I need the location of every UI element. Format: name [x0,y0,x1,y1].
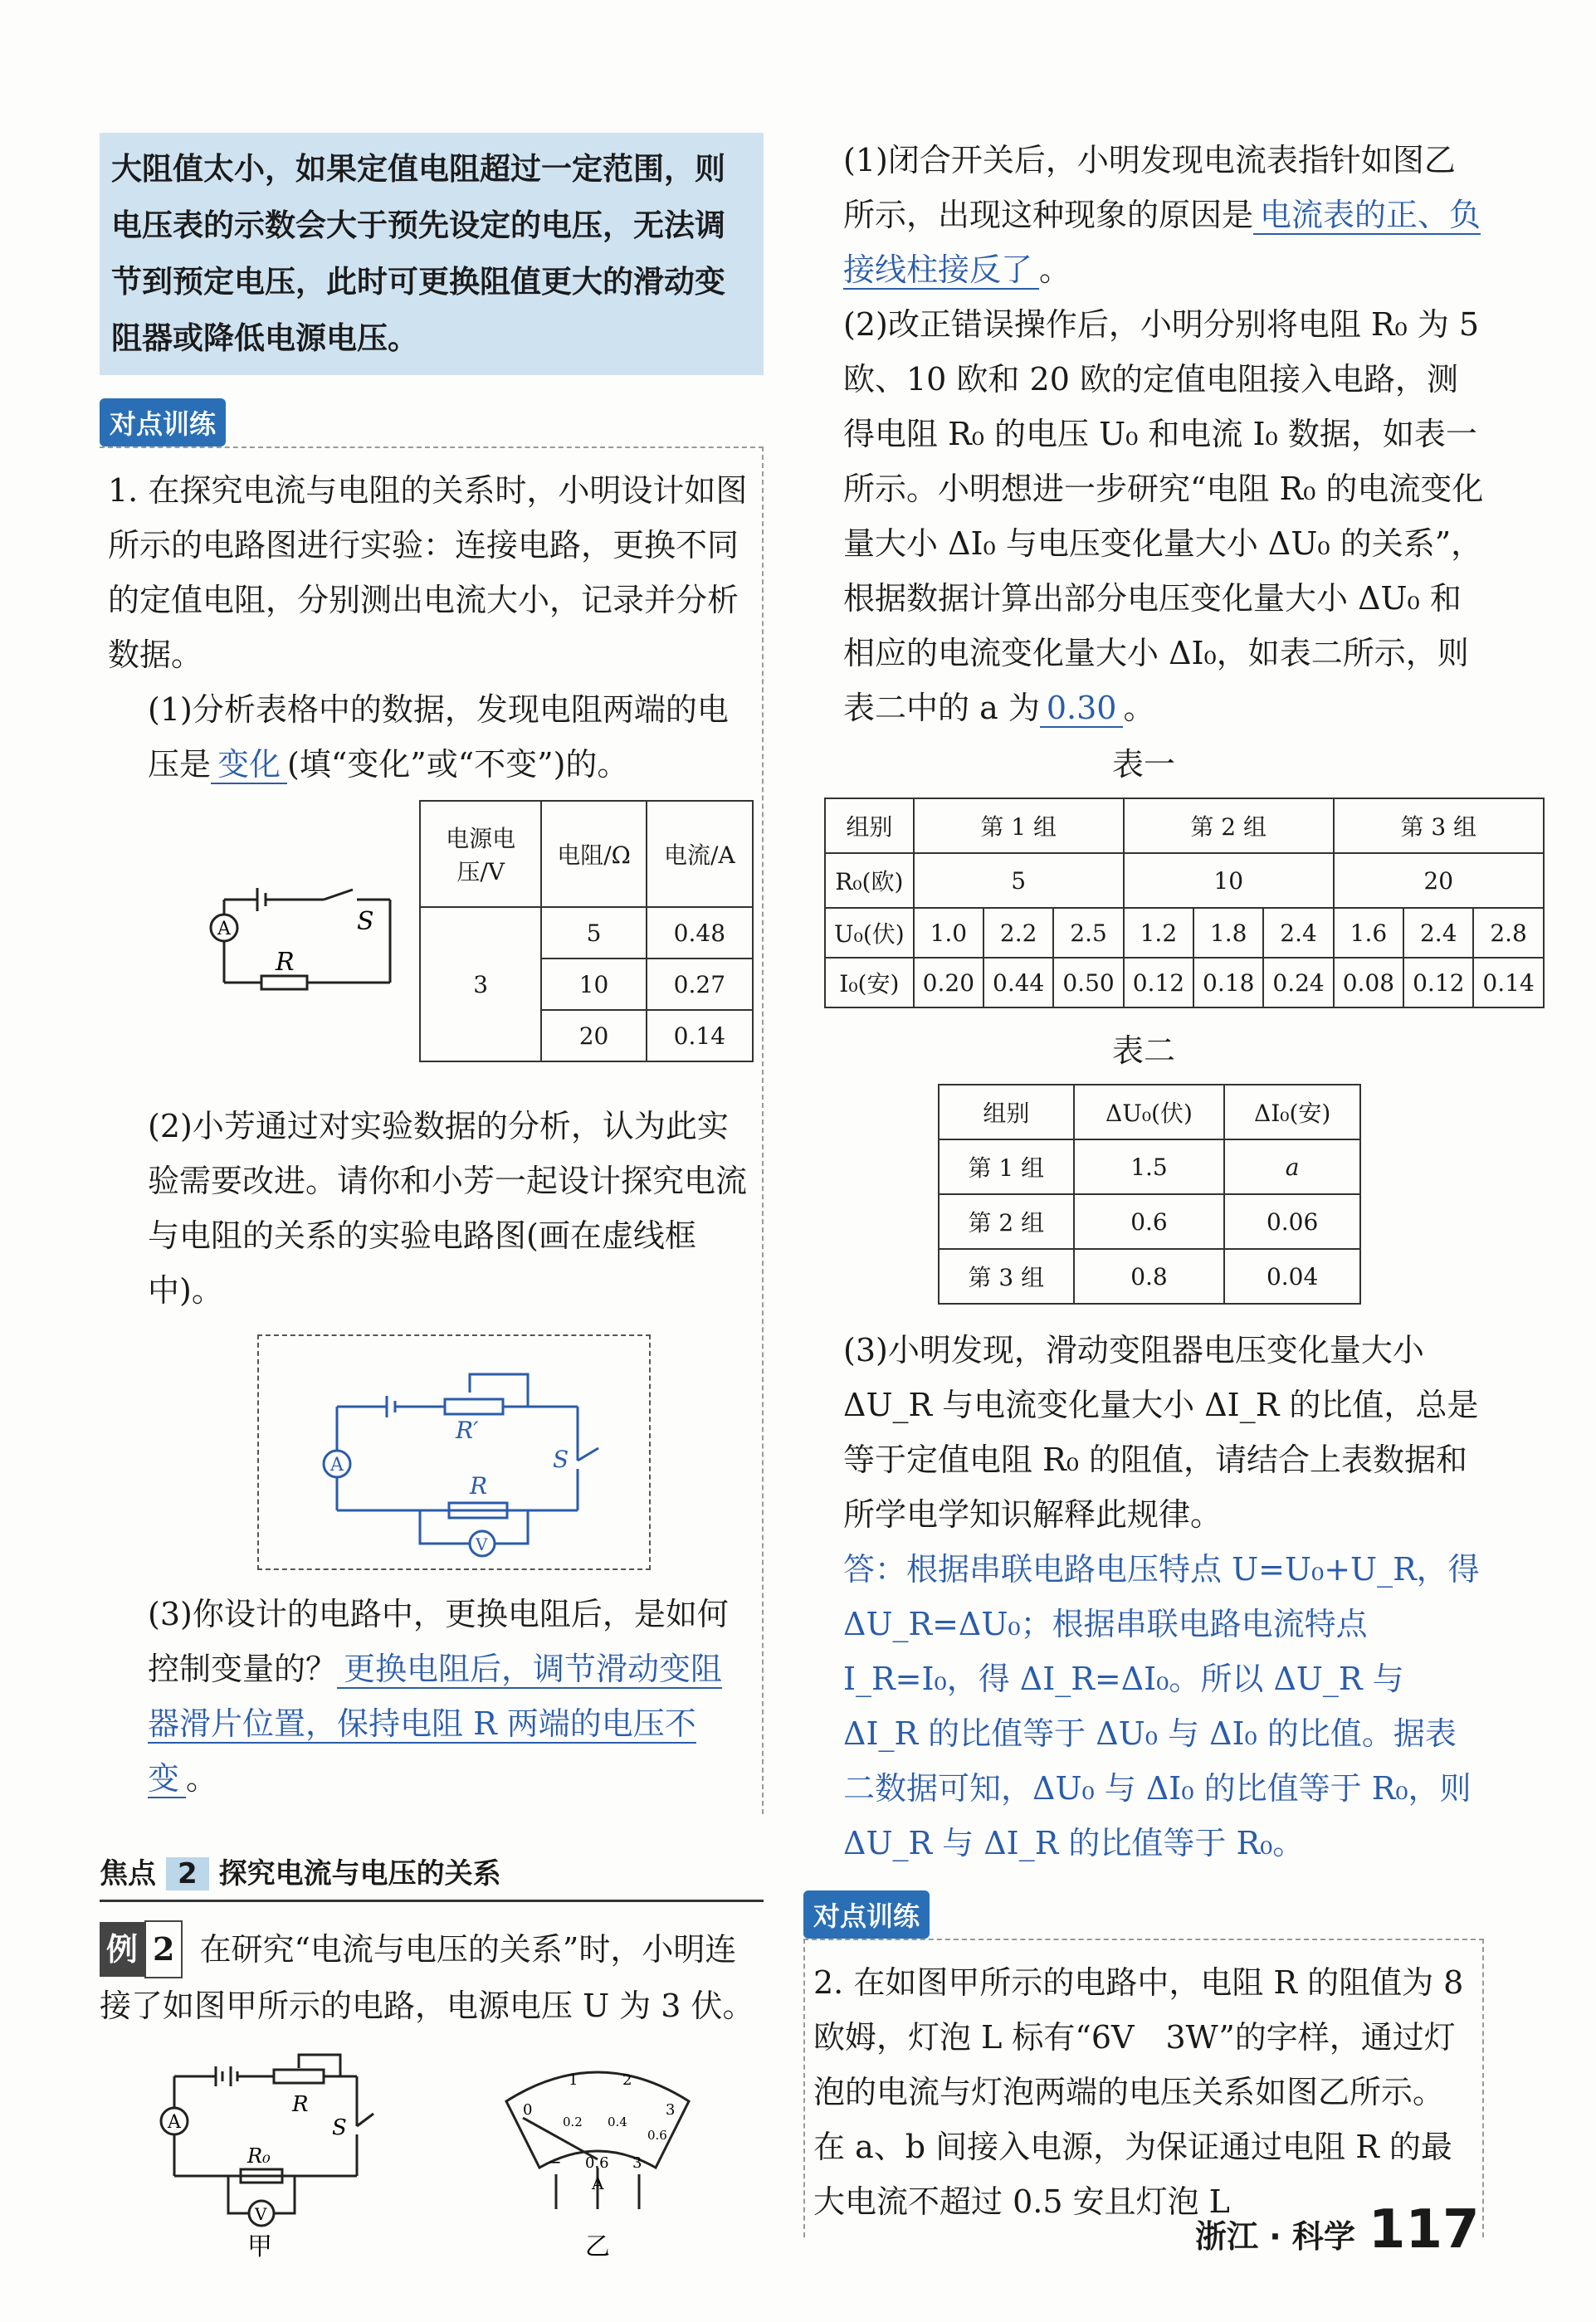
practice2-box [803,1939,1484,2237]
ex2-part2 [803,297,1484,735]
practice2-badge: 对点训练 [803,1890,930,1939]
t2-cell: 0.6 [1074,1194,1225,1249]
t2-cell: ΔI₀(安) [1224,1085,1360,1139]
q1-designed-circuit [271,1344,636,1560]
t1-cell: 2.8 [1473,908,1543,958]
example-number: 2 [144,1920,183,1978]
jia-voltmeter-label: V [255,2204,267,2224]
practice-box [100,446,764,1814]
table2 [938,1084,1361,1305]
ex2-part1-answer: 电流表的正、负接线柱接反了 [843,197,1481,288]
figure-yi-ammeter [490,2043,705,2259]
t1-cell: I₀(安) [825,958,914,1007]
t2-cell: 0.8 [1074,1249,1225,1304]
t1-cell: 0.20 [914,958,983,1007]
meter-mark: 0.4 [608,2115,627,2129]
q1-answer-sketch-box [257,1334,651,1570]
example2 [100,1920,764,2033]
t1-cell: 2.5 [1053,908,1123,958]
q1-part3-answer: 更换电阻后，调节滑动变阻器滑片位置，保持电阻 R 两端的电压不变 [148,1651,723,1797]
q1-part1-text: (1)分析表格中的数据，发现电阻两端的电压是 [148,691,729,783]
right-column [803,133,1535,2237]
meter-mark: 2 [622,2071,632,2089]
t2-cell: 第 2 组 [939,1194,1074,1249]
example2-figures [100,2043,764,2267]
q1-part1 [108,682,754,792]
t1-cell: 1.8 [1193,908,1263,958]
q1-cell: 20 [541,1010,646,1061]
t1-cell: 2.4 [1403,908,1473,958]
t2-cell: 0.06 [1224,1194,1360,1249]
t1-cell: 0.12 [1403,958,1473,1007]
t2-cell: 第 1 组 [939,1139,1074,1194]
meter-mark: 0 [523,2101,533,2119]
ex2-part2-answer: 0.30 [1040,690,1124,728]
q1-resistor2-label: R [470,1472,488,1500]
q1-part2: (2)小芳通过对实验数据的分析，认为此实验需要改进。请你和小芳一起设计探究电流与电阻的关系的实验电路图(画在虚线框中)。 [148,1108,748,1309]
q1-cell: 0.27 [647,959,753,1010]
q1-stem: 1. 在探究电流与电阻的关系时，小明设计如图所示的电路图进行实验：连接电路，更换不同的定值电阻，分别测出电流大小，记录并分析数据。 [108,472,748,673]
t1-cell: 0.24 [1263,958,1333,1007]
t1-cell: 2.4 [1263,908,1333,958]
q1-ammeter-label: A [217,919,231,939]
figure-jia-caption: 甲 [247,2232,272,2259]
q1-rheostat-label: R′ [456,1417,479,1444]
jia-r0-label: R₀ [247,2144,271,2168]
t2-cell: a [1224,1139,1360,1194]
ex2-part3-answer: 答：根据串联电路电压特点 U=U₀+U_R，得 ΔU_R=ΔU₀；根据串联电路电流特点 I_R=I₀，得 ΔI_R=ΔI₀。所以 ΔU_R 与 ΔI_R 的比值等于 ΔU₀ 与 ΔI₀ 的比值。据表二数据可知，ΔU₀ 与 ΔI₀ 的比值等于 R₀，则 ΔU_R 与 ΔI_R 的比值等于 R₀。 [843,1551,1480,1861]
left-column [100,133,764,2267]
page-number: 117 [1368,2199,1480,2261]
t1-cell: R₀(欧) [825,853,914,908]
ex2-part1 [803,133,1484,297]
jia-rheostat-label: R [292,2092,309,2117]
t1-cell: 0.14 [1473,958,1543,1007]
example2-text: 在研究“电流与电压的关系”时，小明连接了如图甲所示的电路，电源电压 U 为 3 伏。 [100,1931,754,2024]
focus-title: 探究电流与电压的关系 [218,1857,501,1890]
q1-voltmeter2-label: V [476,1534,488,1554]
t1-cell: 第 3 组 [1334,798,1544,853]
q1-part3-tail: 。 [186,1760,218,1797]
meter-mark: 1 [569,2071,578,2089]
t1-cell: 0.12 [1124,958,1193,1007]
q1-cell: 0.48 [647,907,753,959]
q1-cell: 10 [541,959,646,1010]
focus-label: 焦点 [100,1857,156,1890]
q1-data-table [419,800,754,1062]
table2-title: 表二 [1111,1032,1175,1069]
t2-cell: 0.04 [1224,1249,1360,1304]
q1-cell-voltage: 3 [420,907,541,1061]
focus-number: 2 [166,1857,209,1890]
table1-title: 表一 [1111,746,1175,783]
t2-cell: 第 3 组 [939,1249,1074,1304]
t1-cell: 20 [1334,853,1544,908]
meter-terminal: 0.6 [585,2154,609,2172]
t2-cell: ΔU₀(伏) [1074,1085,1225,1139]
t1-cell: 组别 [825,798,914,853]
q1-cell: 5 [541,907,646,959]
q1-part3-text: (3)你设计的电路中，更换电阻后，是如何控制变量的？ [148,1596,729,1687]
t1-cell: 1.0 [914,908,983,958]
q1-part1-tail: (填“变化”或“不变”)的。 [287,746,629,783]
t1-cell: 0.08 [1334,958,1403,1007]
ex2-part2-tail: 。 [1123,690,1155,726]
q1-part1-answer: 变化 [211,746,287,784]
q1-th-resistance: 电阻/Ω [541,801,646,907]
meter-unit-label: A [592,2173,604,2193]
t1-cell: 5 [914,853,1124,908]
t1-cell: 10 [1124,853,1334,908]
t2-cell: 组别 [939,1085,1074,1139]
t1-cell: 2.2 [983,908,1053,958]
focus-heading [100,1851,764,1902]
q1-switch-label: S [357,907,374,936]
jia-ammeter-label: A [168,2112,181,2133]
q1-resistor-label: R [276,948,295,977]
figure-jia-circuit [149,2043,398,2259]
t1-cell: 0.44 [983,958,1053,1007]
t1-cell: 第 1 组 [914,798,1124,853]
practice-badge: 对点训练 [100,398,226,446]
meter-terminal: − [548,2152,562,2172]
figure-yi-caption: 乙 [585,2232,610,2259]
tip-note: 大阻值太小，如果定值电阻超过一定范围，则电压表的示数会大于预先设定的电压，无法调节到预定电压，此时可更换阻值更大的滑动变阻器或降低电源电压。 [100,133,764,375]
jia-switch-label: S [332,2115,347,2140]
example-tag: 例 [100,1922,144,1977]
table1 [824,798,1545,1008]
t1-cell: 1.6 [1334,908,1403,958]
meter-terminal: 3 [632,2154,642,2172]
q1-switch2-label: S [553,1446,569,1473]
t1-cell: 0.18 [1193,958,1263,1007]
ex2-part1-tail: 。 [1039,251,1071,288]
q1-part3 [108,1587,754,1806]
q1-th-current: 电流/A [647,801,753,907]
ex2-part2-text: (2)改正错误操作后，小明分别将电阻 R₀ 为 5 欧、10 欧和 20 欧的定值电阻接入电路，测得电阻 R₀ 的电压 U₀ 和电流 I₀ 数据，如表一所示。小明想进一步研究“电阻 R₀ 的电流变化量大小 ΔI₀ 与电压变化量大小 ΔU₀ 的关系”，根据数据计算出部分电压变化量大小 ΔU₀ 和相应的电流变化量大小 ΔI₀，如表二所示，则表二中的 a 为 [843,306,1484,726]
q1-th-voltage: 电源电压/V [420,801,541,907]
t1-cell: 1.2 [1124,908,1193,958]
practice-header [100,398,764,446]
practice2-header [803,1890,1484,1939]
ex2-part1-text: (1)闭合开关后，小明发现电流表指针如图乙所示，出现这种现象的原因是 [843,142,1456,233]
meter-mark: 0.6 [647,2128,667,2143]
meter-mark: 0.2 [563,2115,583,2129]
t1-cell: 0.50 [1053,958,1123,1007]
ex2-part3: (3)小明发现，滑动变阻器电压变化量大小 ΔU_R 与电流变化量大小 ΔI_R 的比值，总是等于定值电阻 R₀ 的阻值，请结合上表数据和所学电学知识解释此规律。 [843,1332,1479,1533]
t1-cell: U₀(伏) [825,908,914,958]
page-footer [1195,2199,1480,2261]
q2-stem: 2. 在如图甲所示的电路中，电阻 R 的阻值为 8 欧姆，灯泡 L 标有“6V 3W”的字样，通过灯泡的电流与灯泡两端的电压关系如图乙所示。在 a、b 间接入电源，为保证通过电阻 R 的最大电流不超过 0.5 安且灯泡 L [813,1964,1464,2220]
q1-ammeter2-label: A [330,1455,344,1476]
footer-subject: 浙江 · 科学 [1195,2218,1355,2255]
q1-figure-area [108,800,754,1099]
t2-cell: 1.5 [1074,1139,1225,1194]
meter-mark: 3 [666,2101,676,2119]
q1-cell: 0.14 [647,1010,753,1061]
q1-circuit-diagram [199,875,415,1041]
t1-cell: 第 2 组 [1124,798,1334,853]
